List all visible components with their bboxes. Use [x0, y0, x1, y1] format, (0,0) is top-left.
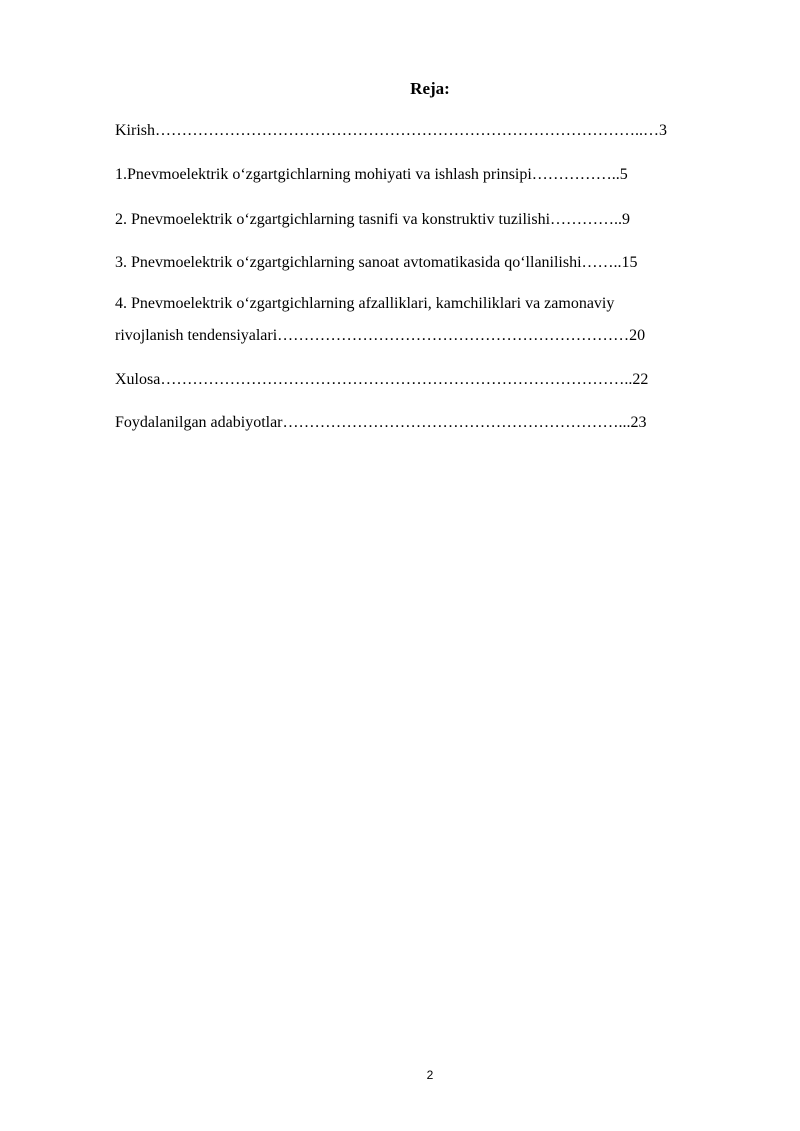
toc-entry-4-line-1: 4. Pnevmoelektrik o‘zgartgichlarning afzalliklari, kamchiliklari va zamonaviy	[115, 295, 615, 312]
toc-entry-3: 3. Pnevmoelektrik o‘zgartgichlarning sanoat avtomatikasida qo‘llanilishi……..15	[115, 254, 638, 271]
toc-entry-kirish: Kirish………………………………………………………………………………..…3	[115, 122, 667, 139]
page-title: Reja:	[410, 79, 450, 98]
toc-entry-adabiyotlar: Foydalanilgan adabiyotlar………………………………………………………...23	[115, 414, 647, 431]
toc-entry-2: 2. Pnevmoelektrik o‘zgartgichlarning tasnifi va konstruktiv tuzilishi…………..9	[115, 211, 631, 228]
toc-entry-1: 1.Pnevmoelektrik o‘zgartgichlarning mohiyati va ishlash prinsipi……………..5	[115, 166, 628, 183]
toc-entry-4-line-2: rivojlanish tendensiyalari…………………………………………………………20	[115, 327, 646, 344]
page-number: 2	[426, 1068, 434, 1082]
toc-entry-xulosa: Xulosa……………………………………………………………………………..22	[115, 371, 649, 388]
